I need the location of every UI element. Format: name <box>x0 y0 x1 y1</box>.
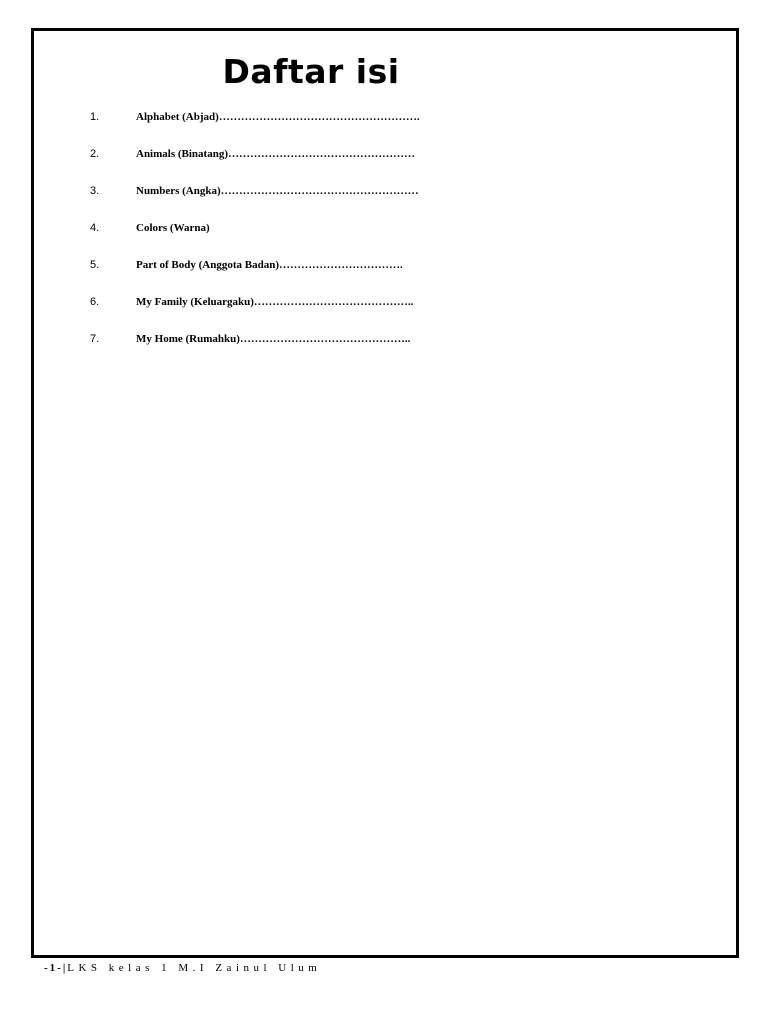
footer-separator: | <box>62 962 68 974</box>
toc-number: 1. <box>90 111 100 123</box>
toc-item-1 <box>0 105 768 129</box>
toc-entry-text: Part of Body (Anggota Badan)……………………………. <box>136 259 403 271</box>
toc-number: 3. <box>90 185 100 197</box>
footer-label: LKS kelas 1 M.I Zainul Ulum <box>67 962 322 974</box>
toc-entry-text: Animals (Binatang)…………………………………………… <box>136 148 415 160</box>
toc-entry-text: Numbers (Angka)……………………………………………… <box>136 185 419 197</box>
toc-entry-text: Colors (Warna) <box>136 222 210 234</box>
toc-number: 5. <box>90 259 100 271</box>
toc-entry-text: My Family (Keluargaku)…………………………………….. <box>136 296 414 308</box>
toc-number: 4. <box>90 222 100 234</box>
toc-item-4 <box>0 216 768 240</box>
toc-item-5 <box>0 253 768 277</box>
toc-number: 7. <box>90 333 100 345</box>
page-footer <box>44 958 321 978</box>
toc-item-7 <box>0 327 768 351</box>
toc-entry-text: Alphabet (Abjad)………………………………………………. <box>136 111 420 123</box>
toc-entry-text: My Home (Rumahku)……………………………………….. <box>136 333 411 345</box>
toc-item-2 <box>0 142 768 166</box>
toc-item-3 <box>0 179 768 203</box>
toc-item-6 <box>0 290 768 314</box>
page-title: Daftar isi <box>222 52 400 91</box>
footer-page-number: -1- <box>44 962 63 974</box>
toc-number: 2. <box>90 148 100 160</box>
toc-number: 6. <box>90 296 100 308</box>
page-border <box>31 28 739 958</box>
